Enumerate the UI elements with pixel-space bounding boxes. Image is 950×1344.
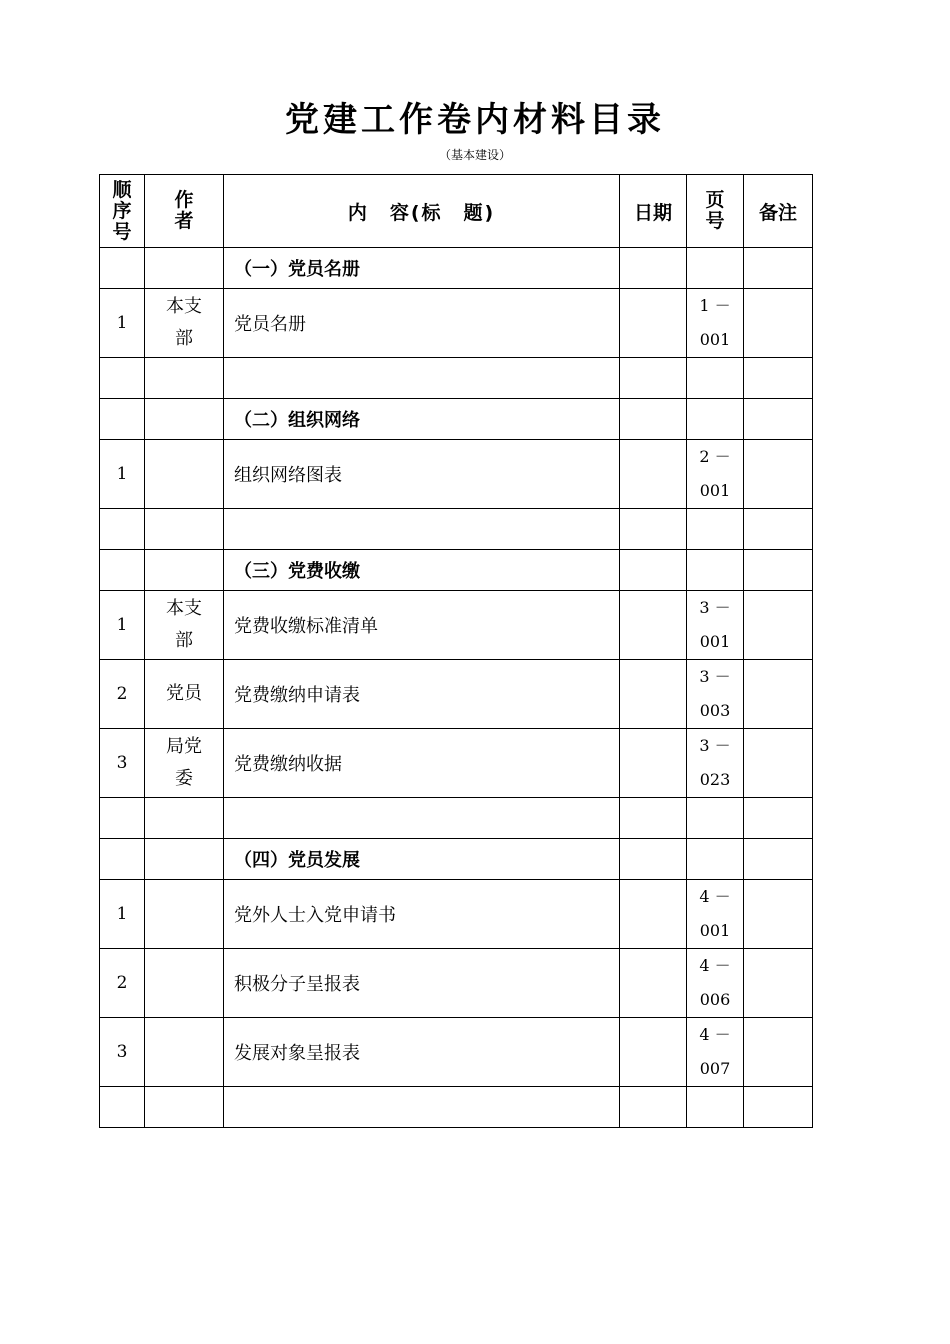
content-cell: 党费缴纳收据 [224,729,620,798]
header-page-char: 页 [705,189,725,211]
seq-cell: 1 [100,289,145,358]
author-cell [145,358,224,399]
remark-cell [744,399,813,440]
blank-row [100,1087,813,1128]
table-row [100,289,813,358]
table-row [100,729,813,798]
page-line: 4 － [699,1025,731,1044]
header-page [687,175,744,248]
header-author-char: 作 [174,189,194,211]
section-row [100,839,813,880]
author-cell [145,1018,224,1087]
author-cell [145,509,224,550]
seq-cell [100,399,145,440]
header-seq-char: 顺 [112,178,132,201]
seq-cell: 3 [100,729,145,798]
remark-cell [744,358,813,399]
author-line: 委 [175,768,193,789]
date-cell [620,248,687,289]
author-line: 本支 [166,598,202,619]
header-date: 日期 [620,175,687,248]
page-line: 003 [699,701,731,720]
date-cell [620,729,687,798]
page-line: 2 － [699,447,731,466]
page-line: 3 － [699,736,731,755]
seq-cell [100,509,145,550]
author-cell [145,550,224,591]
author-line: 部 [175,630,193,651]
header-row [100,175,813,248]
date-cell [620,839,687,880]
author-line: 部 [175,328,193,349]
author-cell [145,660,224,729]
page-line: 4 － [699,956,731,975]
date-cell [620,798,687,839]
author-cell [145,1087,224,1128]
page-cell [687,1087,744,1128]
table-row [100,1018,813,1087]
section-row [100,399,813,440]
page-line: 007 [699,1059,731,1078]
document-subtitle: （基本建设） [438,148,511,162]
remark-cell [744,729,813,798]
section-row [100,550,813,591]
page-cell [687,1018,744,1087]
page-cell [687,399,744,440]
date-cell [620,509,687,550]
section-title: （二）组织网络 [224,399,620,440]
header-content: 内 容(标 题) [224,175,620,248]
author-cell [145,440,224,509]
content-cell: 党费缴纳申请表 [224,660,620,729]
date-cell [620,289,687,358]
blank-row [100,358,813,399]
author-line: 局党 [166,736,202,757]
page-line: 001 [699,330,731,349]
header-page-char: 号 [705,210,725,232]
date-cell [620,660,687,729]
seq-cell: 2 [100,949,145,1018]
seq-cell [100,358,145,399]
page-line: 3 － [699,598,731,617]
section-title: （一）党员名册 [224,248,620,289]
page-line: 1 － [699,296,731,315]
remark-cell [744,440,813,509]
date-cell [620,880,687,949]
page-cell [687,248,744,289]
author-cell [145,399,224,440]
content-cell: 积极分子呈报表 [224,949,620,1018]
content-cell [224,798,620,839]
date-cell [620,949,687,1018]
table-row [100,591,813,660]
seq-cell: 1 [100,880,145,949]
blank-row [100,798,813,839]
page-cell [687,289,744,358]
page-cell [687,550,744,591]
content-cell [224,509,620,550]
date-cell [620,1018,687,1087]
remark-cell [744,798,813,839]
seq-cell [100,1087,145,1128]
document-title: 党建工作卷内材料目录 [285,100,665,140]
author-line: 党员 [166,683,202,704]
page-cell [687,591,744,660]
remark-cell [744,880,813,949]
header-author [145,175,224,248]
remark-cell [744,591,813,660]
seq-cell: 3 [100,1018,145,1087]
section-row [100,248,813,289]
date-cell [620,550,687,591]
remark-cell [744,509,813,550]
catalog-table [99,174,813,1128]
author-cell [145,729,224,798]
page-cell [687,880,744,949]
content-cell: 党费收缴标准清单 [224,591,620,660]
section-title: （三）党费收缴 [224,550,620,591]
page-line: 001 [699,921,731,940]
date-cell [620,1087,687,1128]
page-line: 006 [699,990,731,1009]
page-cell [687,798,744,839]
header-author-char: 者 [174,210,194,232]
author-cell [145,798,224,839]
table-row [100,949,813,1018]
date-cell [620,591,687,660]
page-cell [687,949,744,1018]
content-cell: 党外人士入党申请书 [224,880,620,949]
content-cell: 党员名册 [224,289,620,358]
remark-cell [744,550,813,591]
author-cell [145,289,224,358]
seq-cell [100,798,145,839]
page-line: 4 － [699,887,731,906]
date-cell [620,399,687,440]
remark-cell [744,949,813,1018]
header-seq-char: 序 [112,199,132,222]
seq-cell: 2 [100,660,145,729]
author-cell [145,949,224,1018]
seq-cell [100,839,145,880]
seq-cell [100,248,145,289]
table-row [100,880,813,949]
author-cell [145,591,224,660]
remark-cell [744,1087,813,1128]
page-cell [687,839,744,880]
table-row [100,660,813,729]
page-line: 001 [699,632,731,651]
remark-cell [744,248,813,289]
content-cell [224,1087,620,1128]
page-cell [687,660,744,729]
content-cell: 组织网络图表 [224,440,620,509]
content-cell: 发展对象呈报表 [224,1018,620,1087]
remark-cell [744,839,813,880]
remark-cell [744,1018,813,1087]
page-cell [687,509,744,550]
page-cell [687,358,744,399]
page-line: 3 － [699,667,731,686]
table-row [100,440,813,509]
author-cell [145,880,224,949]
header-seq [100,175,145,248]
seq-cell: 1 [100,591,145,660]
header-remark: 备注 [744,175,813,248]
blank-row [100,509,813,550]
page-line: 001 [699,481,731,500]
content-cell [224,358,620,399]
seq-cell: 1 [100,440,145,509]
date-cell [620,440,687,509]
seq-cell [100,550,145,591]
author-line: 本支 [166,296,202,317]
page-line: 023 [699,770,731,789]
header-seq-char: 号 [112,220,132,243]
section-title: （四）党员发展 [224,839,620,880]
remark-cell [744,660,813,729]
page-cell [687,440,744,509]
catalog-body [100,175,813,1128]
author-cell [145,248,224,289]
page-cell [687,729,744,798]
remark-cell [744,289,813,358]
author-cell [145,839,224,880]
date-cell [620,358,687,399]
